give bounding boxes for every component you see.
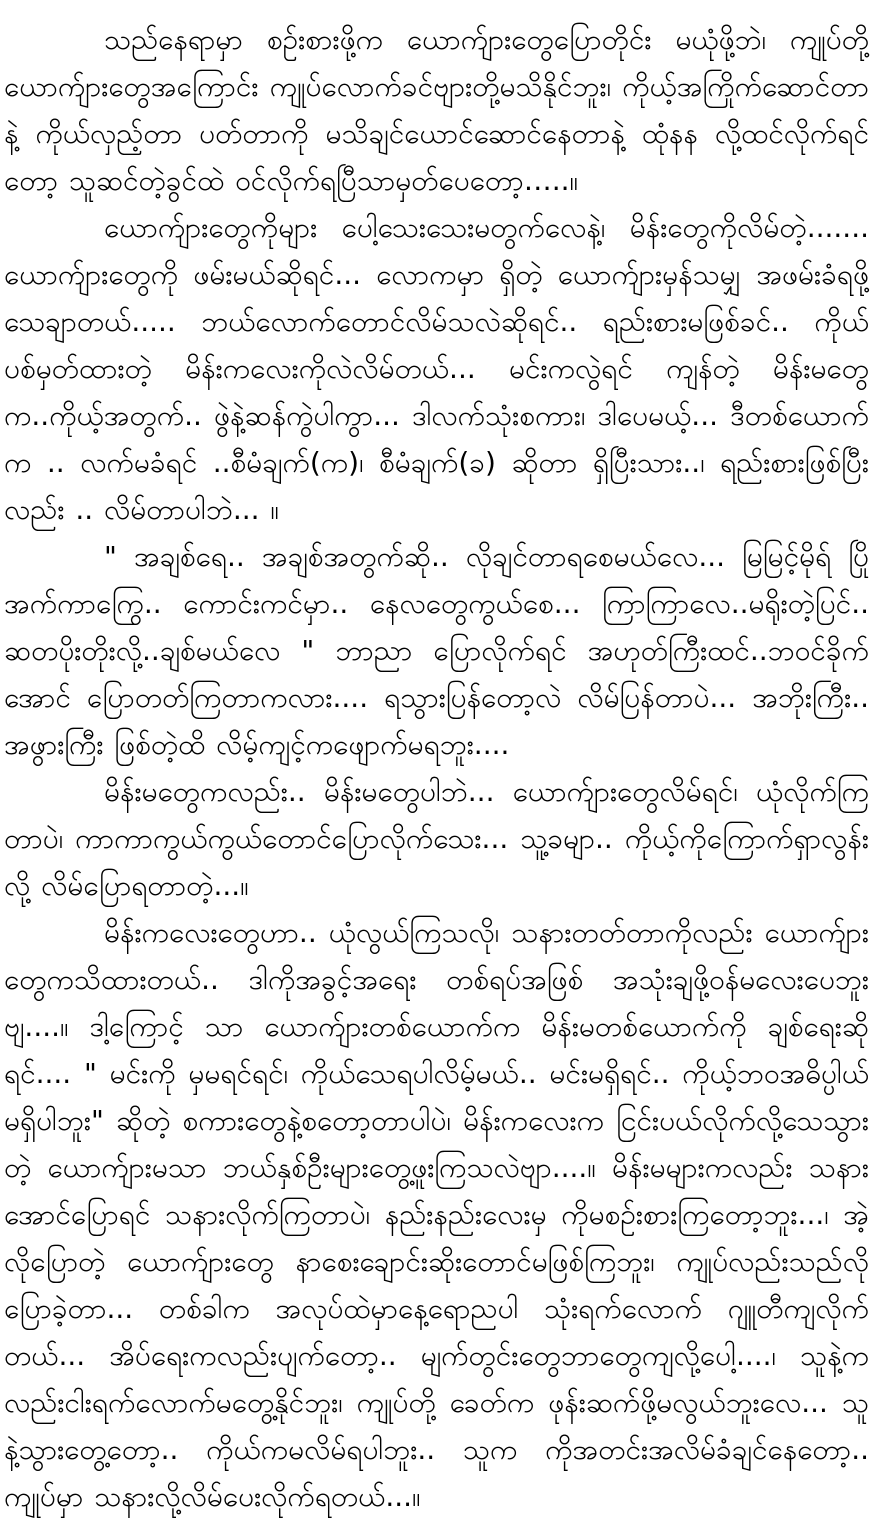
paragraph-3: " အချစ်ရေ.. အချစ်အတွက်ဆို.. လိုချင်တာရစေမယ်လေ... မြမြင့်မိုရ် ပြိုအက်ကာကြွေ.. ကောင်းကင်မှာ.. နေလတွေကွယ်စေ... ကြာကြာလေ..မရိုးတဲ့ပြင်.. ဆတပိုးတိုးလို့..ချစ်မယ်လေ " ဘာညာ ပြောလိုက်ရင် အဟုတ်ကြီးထင်..ဘဝင်ခိုက်အောင် ပြောတတ်ကြတာကလား.... ရသွားပြန်တော့လဲ လိမ်ပြန်တာပဲ... အဘိုးကြီး.. အဖွားကြီး ဖြစ်တဲ့ထိ လိမ့်ကျင့်ကဖျောက်မရဘူး.... xyxy=(4,540,869,761)
paragraph-5: မိန်းကလေးတွေဟာ.. ယုံလွယ်ကြသလို၊ သနားတတ်တာကိုလည်း ယောက်ျားတွေကသိထားတယ်.. ဒါကိုအခွင့်အရေး တစ်ရပ်အဖြစ် အသုံးချဖို့ဝန်မလေးပေဘူးဗျ....။ ဒါ့ကြောင့် သာ ယောက်ျားတစ်ယောက်က မိန်းမတစ်ယောက်ကို ချစ်ရေးဆိုရင်.... " မင်းကို မှမရင်ရင်၊ ကိုယ်သေရပါလိမ့်မယ်.. မင်းမရှိရင်.. ကိုယ့်ဘဝအဓိပ္ပါယ် မရှိပါဘူး" ဆိုတဲ့ စကားတွေနဲ့စတော့တာပါပဲ၊ မိန်းကလေးက ငြင်းပယ်လိုက်လို့သေသွားတဲ့ ယောက်ျားမသာ ဘယ်နှစ်ဦးများတွေ့ဖူးကြသလဲဗျာ....။ မိန်းမများကလည်း သနားအောင်ပြောရင် သနားလိုက်ကြတာပဲ၊ နည်းနည်းလေးမှ ကိုမစဉ်းစားကြတော့ဘူး...၊ အဲ့လိုပြောတဲ့ ယောက်ျားတွေ နာစေးချောင်းဆိုးတောင်မဖြစ်ကြဘူး၊ ကျုပ်လည်းသည်လိုပြောခဲ့တာ... တစ်ခါက အလုပ်ထဲမှာနေ့ရောညပါ သုံးရက်လောက် ဂျူတီကျလိုက်တယ်... အိပ်ရေးကလည်းပျက်တော့.. မျက်တွင်းတွေဘာတွေကျလို့ပေါ့....၊ သူနဲ့ကလည်းငါးရက်လောက်မတွေ့နိုင်ဘူး၊ ကျုပ်တို့ ခေတ်က ဖုန်းဆက်ဖို့မလွယ်ဘူးလေ... သူနဲ့သွားတွေ့တော့.. ကိုယ်ကမလိမ်ရပါဘူး.. သူက ကိုအတင်းအလိမ်ခံချင်နေတော့.. ကျုပ်မှာ သနားလို့လိမ်ပေးလိုက်ရတယ်...။ xyxy=(4,916,869,1513)
paragraph-4: မိန်းမတွေကလည်း.. မိန်းမတွေပါဘဲ... ယောက်ျားတွေလိမ်ရင်၊ ယုံလိုက်ကြတာပဲ၊ ကာကာကွယ်ကွယ်တောင်ပြောလိုက်သေး... သူ့ခမျာ.. ကိုယ့်ကိုကြောက်ရှာလွန်းလို့ လိမ်ပြောရတာတဲ့...။ xyxy=(4,775,869,902)
paragraph-2: ယောက်ျားတွေကိုများ ပေါ့သေးသေးမတွက်လေနဲ့၊ မိန်းတွေကိုလိမ်တဲ့....... ယောက်ျားတွေကို ဖမ်းမယ်ဆိုရင်... လောကမှာ ရှိတဲ့ ယောက်ျားမှန်သမျှ အဖမ်းခံရဖို့ သေချာတယ်..... ဘယ်လောက်တောင်လိမ်သလဲဆိုရင်.. ရည်းစားမဖြစ်ခင်.. ကိုယ်ပစ်မှတ်ထားတဲ့ မိန်းကလေးကိုလဲလိမ်တယ်... မင်းကလွဲရင် ကျန်တဲ့ မိန်းမတွေက..ကိုယ့်အတွက်.. ဖွဲနဲ့ဆန်ကွဲပါကွာ... ဒါလက်သုံးစကား၊ ဒါပေမယ့်... ဒီတစ်ယောက်က .. လက်မခံရင် ..စီမံချက်(က)၊ စီမံချက်(ခ) ဆိုတာ ရှိပြီးသား..၊ ရည်းစားဖြစ်ပြီးလည်း .. လိမ်တာပါဘဲ... ။ xyxy=(4,211,869,526)
paragraph-1: သည်နေရာမှာ စဉ်းစားဖို့က ယောက်ျားတွေပြောတိုင်း မယုံဖို့ဘဲ၊ ကျုပ်တို့ ယောက်ျားတွေအကြောင်း ကျုပ်လောက်ခင်ဗျားတို့မသိနိုင်ဘူး၊ ကိုယ့်အကြိုက်ဆောင်တာနဲ့ ကိုယ်လှည့်တာ ပတ်တာကို မသိချင်ယောင်ဆောင်နေတာနဲ့ ထုံနန လို့ထင်လိုက်ရင်တော့ သူဆင်တဲ့ခွင်ထဲ ဝင်လိုက်ရပြီသာမှတ်ပေတော့…..။ xyxy=(4,23,869,197)
